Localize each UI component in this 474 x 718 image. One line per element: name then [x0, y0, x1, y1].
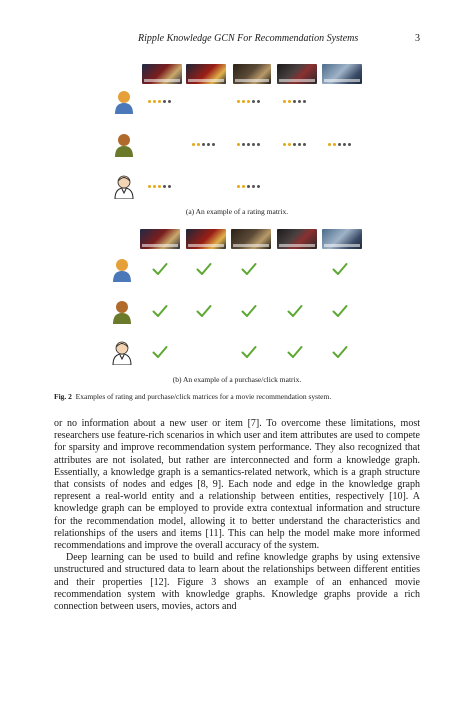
star-filled-icon	[283, 100, 286, 103]
star-empty-icon	[257, 100, 260, 103]
star-filled-icon	[283, 143, 286, 146]
check-icon	[332, 304, 348, 318]
movie-poster-4	[277, 64, 317, 84]
star-empty-icon	[343, 143, 346, 146]
check-icon	[152, 262, 168, 276]
check-icon	[152, 304, 168, 318]
star-empty-icon	[257, 185, 260, 188]
user-avatar-icon	[112, 131, 136, 157]
star-filled-icon	[153, 185, 156, 188]
star-filled-icon	[242, 185, 245, 188]
star-filled-icon	[328, 143, 331, 146]
running-header	[138, 33, 420, 44]
star-empty-icon	[202, 143, 205, 146]
movie-poster-3	[231, 229, 271, 249]
star-empty-icon	[338, 143, 341, 146]
star-rating	[237, 185, 262, 191]
movie-poster-3	[233, 64, 271, 84]
star-empty-icon	[168, 185, 171, 188]
star-rating	[328, 143, 353, 149]
star-rating	[192, 143, 217, 149]
check-icon	[241, 262, 257, 276]
check-icon	[196, 304, 212, 318]
check-icon	[196, 262, 212, 276]
movie-poster-5	[322, 64, 362, 84]
star-rating	[237, 100, 262, 106]
check-icon	[241, 304, 257, 318]
star-filled-icon	[148, 185, 151, 188]
star-filled-icon	[153, 100, 156, 103]
check-icon	[287, 345, 303, 359]
running-title: Ripple Knowledge GCN For Recommendation Systems	[138, 33, 359, 44]
star-empty-icon	[293, 100, 296, 103]
star-rating	[283, 100, 308, 106]
star-empty-icon	[298, 143, 301, 146]
movie-poster-2	[186, 229, 226, 249]
star-empty-icon	[252, 185, 255, 188]
star-empty-icon	[163, 100, 166, 103]
movie-poster-4	[277, 229, 317, 249]
star-empty-icon	[163, 185, 166, 188]
star-filled-icon	[333, 143, 336, 146]
user-avatar-icon	[110, 256, 134, 282]
star-filled-icon	[197, 143, 200, 146]
star-empty-icon	[257, 143, 260, 146]
star-rating	[148, 100, 173, 106]
star-filled-icon	[237, 100, 240, 103]
check-icon	[152, 345, 168, 359]
star-empty-icon	[252, 100, 255, 103]
check-icon	[332, 262, 348, 276]
check-icon	[241, 345, 257, 359]
user-avatar-icon	[110, 339, 134, 365]
paragraph: Deep learning can be used to build and refine knowledge graphs by using extensive unstructured and structured data to learn about the relationships between different entities and their properties [12]. Figure 3 shows an example of an enhanced movie recommendation system with knowledge graphs. Knowledge graphs provide a rich connection between users, movies, actors and	[54, 552, 420, 613]
movie-poster-1	[142, 64, 182, 84]
check-icon	[332, 345, 348, 359]
star-rating	[148, 185, 173, 191]
subfigure-a-caption: (a) An example of a rating matrix.	[185, 207, 289, 216]
star-empty-icon	[207, 143, 210, 146]
star-empty-icon	[348, 143, 351, 146]
star-empty-icon	[168, 100, 171, 103]
star-filled-icon	[237, 185, 240, 188]
movie-poster-1	[140, 229, 180, 249]
star-empty-icon	[212, 143, 215, 146]
star-empty-icon	[242, 143, 245, 146]
figure-caption-text: Examples of rating and purchase/click matrices for a movie recommendation system.	[75, 392, 332, 401]
paragraph: or no information about a new user or item [7]. To overcome these limitations, most researchers use feature-rich scenarios in which user and item attributes are used to compete for sparsity and improve recommendation system performance. They also recognized that attributes are not isolated, but rather are interconnected and form a knowledge graph. Essentially, a knowledge graph is a semantics-related network, which is a graph structure that consists of nodes and edges [8, 9]. Each node and edge in the knowledge graph represent a real-world entity and a relationship between entities, respectively [10]. A knowledge graph can be employed to provide extra contextual information and structure for the recommendation model, allowing it to better understand the characteristics and relationships of the users and items [11]. This can help the model make more informed recommendations and improve the overall accuracy of the system.	[54, 418, 420, 552]
figure-caption	[54, 392, 420, 401]
movie-poster-5	[322, 229, 362, 249]
star-empty-icon	[293, 143, 296, 146]
star-empty-icon	[247, 185, 250, 188]
star-filled-icon	[288, 143, 291, 146]
subfigure-b-caption: (b) An example of a purchase/click matrix.	[172, 375, 302, 384]
star-rating	[283, 143, 308, 149]
star-rating	[237, 143, 262, 149]
star-filled-icon	[148, 100, 151, 103]
figure-label: Fig. 2	[54, 392, 72, 401]
star-empty-icon	[247, 143, 250, 146]
star-empty-icon	[252, 143, 255, 146]
star-filled-icon	[158, 100, 161, 103]
user-avatar-icon	[112, 173, 136, 199]
star-empty-icon	[303, 100, 306, 103]
star-filled-icon	[242, 100, 245, 103]
star-filled-icon	[288, 100, 291, 103]
star-filled-icon	[237, 143, 240, 146]
movie-poster-2	[186, 64, 226, 84]
star-filled-icon	[158, 185, 161, 188]
user-avatar-icon	[112, 88, 136, 114]
star-empty-icon	[303, 143, 306, 146]
star-empty-icon	[298, 100, 301, 103]
page-number: 3	[415, 33, 420, 44]
user-avatar-icon	[110, 298, 134, 324]
star-filled-icon	[192, 143, 195, 146]
body-text	[54, 418, 420, 613]
check-icon	[287, 304, 303, 318]
star-filled-icon	[247, 100, 250, 103]
